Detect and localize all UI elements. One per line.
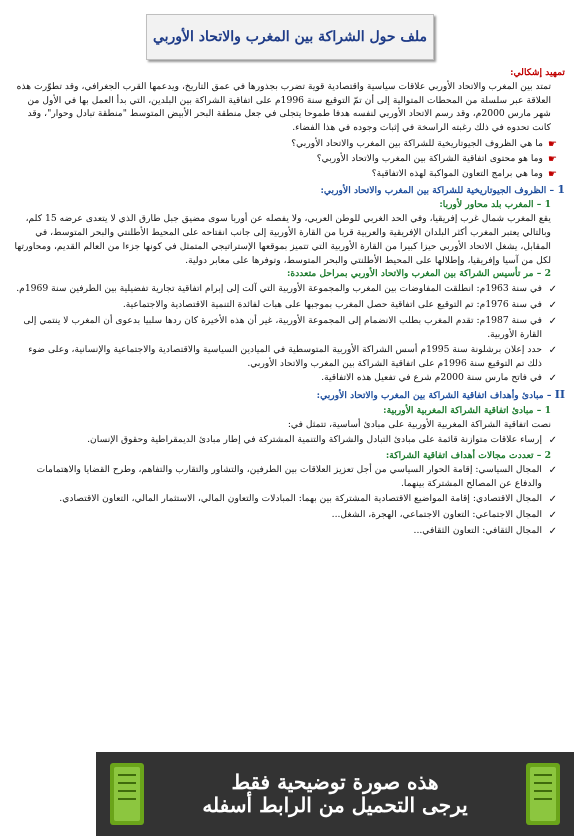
pointing-hand-icon: ☛ — [548, 153, 557, 165]
check-icon: ✓ — [548, 465, 557, 477]
subsection-1-1-text: يقع المغرب شمال غرب إفريقيا، وفي الحد الغربي للوطن العربي، ولا يفصله عن أوربا سوى مضيق جبل طارق الذي لا يتعدى عرضه 15 كلم، وبالتالي يعتبر المغرب أكثر البلدان الإفريقية والعربية قربا من القارة الأوربية إلى جانب انفتاحه على المحيط الأطلنتي والبحر المتوسط، في المقابل، يشغل الاتحاد الأوربي حيزا كبيرا من القارة الأوربية التي تتميز بموقعها الإستراتيجي المتمثل في كونها جزءا من العالم القديم، ومحاورتها لكل من آسيا وإفريقيا، وإطلالها على المحيط الأطلنتي والبحر المتوسط، وتوفرها على معابر دولية. — [14, 213, 551, 266]
list-item-text: المجال الاجتماعي: التعاون الاجتماعي، الهجرة، الشغل... — [331, 508, 542, 520]
list-item — [14, 433, 557, 448]
question-text: ما هي الظروف الجيوتاريخية للشراكة بين المغرب والاتحاد الأوربي؟ — [291, 137, 543, 149]
subsection-1-1-heading: 1 – المغرب بلد محاور لأوربا: — [439, 199, 551, 211]
list-item-text: في سنة 1987م: تقدم المغرب بطلب الانضمام إلى المجموعة الأوربية، غير أن هذه الأخيرة كان ردها سلبيا بدعوى أن المغرب لا ينتمي إلى القارة الأوربية. — [23, 315, 542, 341]
list-item — [14, 492, 557, 507]
section-1-number: 1 — [557, 182, 565, 196]
pointing-hand-icon: ☛ — [548, 138, 557, 150]
list-item — [14, 508, 557, 523]
subsection-2-1-heading: 1 – مبادئ اتفاقية الشراكة المغربية الأوربية: — [383, 404, 551, 416]
list-item-text: في سنة 1976م: تم التوقيع على اتفاقية حصل المغرب بموجبها على هبات لفائدة التنمية الاقتصادية والاجتماعية. — [122, 299, 542, 311]
question-item — [14, 137, 565, 152]
check-icon: ✓ — [548, 284, 557, 296]
book-icon — [104, 752, 150, 836]
question-text: وما هو محتوى اتفاقية الشراكة بين المغرب والاتحاد الأوربي؟ — [316, 152, 543, 164]
list-item — [14, 343, 557, 371]
subsection-2-1-text: نصت اتفاقية الشراكة المغربية الأوربية على مبادئ أساسية، تتمثل في: — [287, 418, 551, 430]
principles-list — [14, 433, 565, 448]
check-icon: ✓ — [548, 434, 557, 446]
pointing-hand-icon: ☛ — [548, 168, 557, 180]
document-title: ملف حول الشراكة بين المغرب والاتحاد الأوربي — [152, 29, 428, 45]
question-item — [14, 152, 565, 167]
subsection-2-2-heading: 2 – تعددت مجالات أهداف اتفاقية الشراكة: — [385, 449, 551, 461]
section-2-number: II — [554, 388, 565, 402]
list-item — [14, 463, 557, 491]
question-list — [14, 137, 565, 182]
timeline-list — [14, 282, 565, 386]
title-box — [146, 14, 434, 60]
fields-list — [14, 463, 565, 539]
preview-overlay-banner — [96, 752, 574, 836]
book-icon — [520, 752, 566, 836]
check-icon: ✓ — [548, 344, 557, 356]
list-item-text: المجال السياسي: إقامة الحوار السياسي من أجل تعزيز العلاقات بين الطرفين، والتشاور والتقارب والتفاهم، وطرح القضايا والاهتمامات والدفاع عن المصالح المشتركة بينهما. — [36, 464, 542, 490]
question-text: وما هي برامج التعاون المواكبة لهذه الاتفاقية؟ — [371, 167, 543, 179]
list-item-text: المجال الاقتصادي: إقامة المواضيع الاقتصادية المشتركة بين بهما: المبادلات والتعاون المالي، الاستثمار المالي، التعاون الاقتصادي. — [59, 492, 542, 504]
check-icon: ✓ — [548, 316, 557, 328]
list-item — [14, 314, 557, 342]
section-2-title: – مبادئ وأهداف اتفاقية الشراكة بين المغرب والاتحاد الأوربي: — [316, 390, 552, 402]
list-item-text: حدد إعلان برشلونة سنة 1995م أسس الشراكة الأوربية المتوسطية في الميادين السياسية والاقتصادية والاجتماعية والإنسانية، وعلى ضوء ذلك تم التوقيع سنة 1996م على اتفاقية الشراكة بين المغرب والاتحاد الأوربي. — [28, 343, 542, 369]
section-2-heading — [14, 387, 565, 404]
list-item-text: في سنة 1963م: انطلقت المفاوضات بين المغرب والمجموعة الأوربية التي آلت إلى إبرام اتفاقية تجارية تفضيلية بين الطرفين سنة 1969م. — [16, 283, 542, 295]
check-icon: ✓ — [548, 493, 557, 505]
section-1-title: – الظروف الجيوتاريخية للشراكة بين المغرب والاتحاد الأوربي: — [320, 184, 555, 196]
banner-line-1: هذه صورة توضيحية فقط — [231, 770, 439, 794]
subsection-1-2-heading: 2 – مر تأسيس الشراكة بين المغرب والاتحاد الأوربي بمراحل متعددة: — [287, 268, 551, 280]
section-1-heading — [14, 182, 565, 199]
list-item — [14, 371, 557, 386]
list-item — [14, 282, 557, 297]
intro-heading: تمهيد إشكالي: — [510, 67, 565, 78]
list-item-text: إرساء علاقات متوازنة قائمة على مبادئ التبادل والشراكة والتنمية المشتركة في إطار مبادئ الديمقراطية وحقوق الإنسان. — [87, 433, 542, 445]
list-item-text: المجال الثقافي: التعاون الثقافي... — [413, 524, 542, 536]
document-body — [14, 66, 565, 540]
check-icon: ✓ — [548, 509, 557, 521]
list-item — [14, 524, 557, 539]
list-item-text: في فاتح مارس سنة 2000م شرع في تفعيل هذه الاتفاقية. — [321, 372, 542, 384]
intro-text: تمتد بين المغرب والاتحاد الأوربي علاقات سياسية واقتصادية قوية تضرب بجذورها في عمق التاريخ، ويدعمها القرب الجغرافي، وقد تطوّرت هذه العلاقة عبر سلسلة من المحطات المتوالية إلى أن تمّ التوقيع سنة 1996م على اتفاقية الشراكة بين البلدين، التي بدأ العمل بها في الأول من شهر مارس 2000م، وقد رسم الاتحاد الأوربي لنفسه هدفا طموحا يتجلى في جعل منطقة البحر الأبيض المتوسط "منطقة تبادل وحوار"، وقد كانت تحدوه في ذلك رغبته الراسخة في إثبات وجوده في هذا الفضاء. — [16, 80, 551, 134]
check-icon: ✓ — [548, 300, 557, 312]
banner-line-2: يرجى التحميل من الرابط أسفله — [202, 793, 468, 817]
list-item — [14, 298, 557, 313]
check-icon: ✓ — [548, 373, 557, 385]
question-item — [14, 167, 565, 182]
check-icon: ✓ — [548, 525, 557, 537]
